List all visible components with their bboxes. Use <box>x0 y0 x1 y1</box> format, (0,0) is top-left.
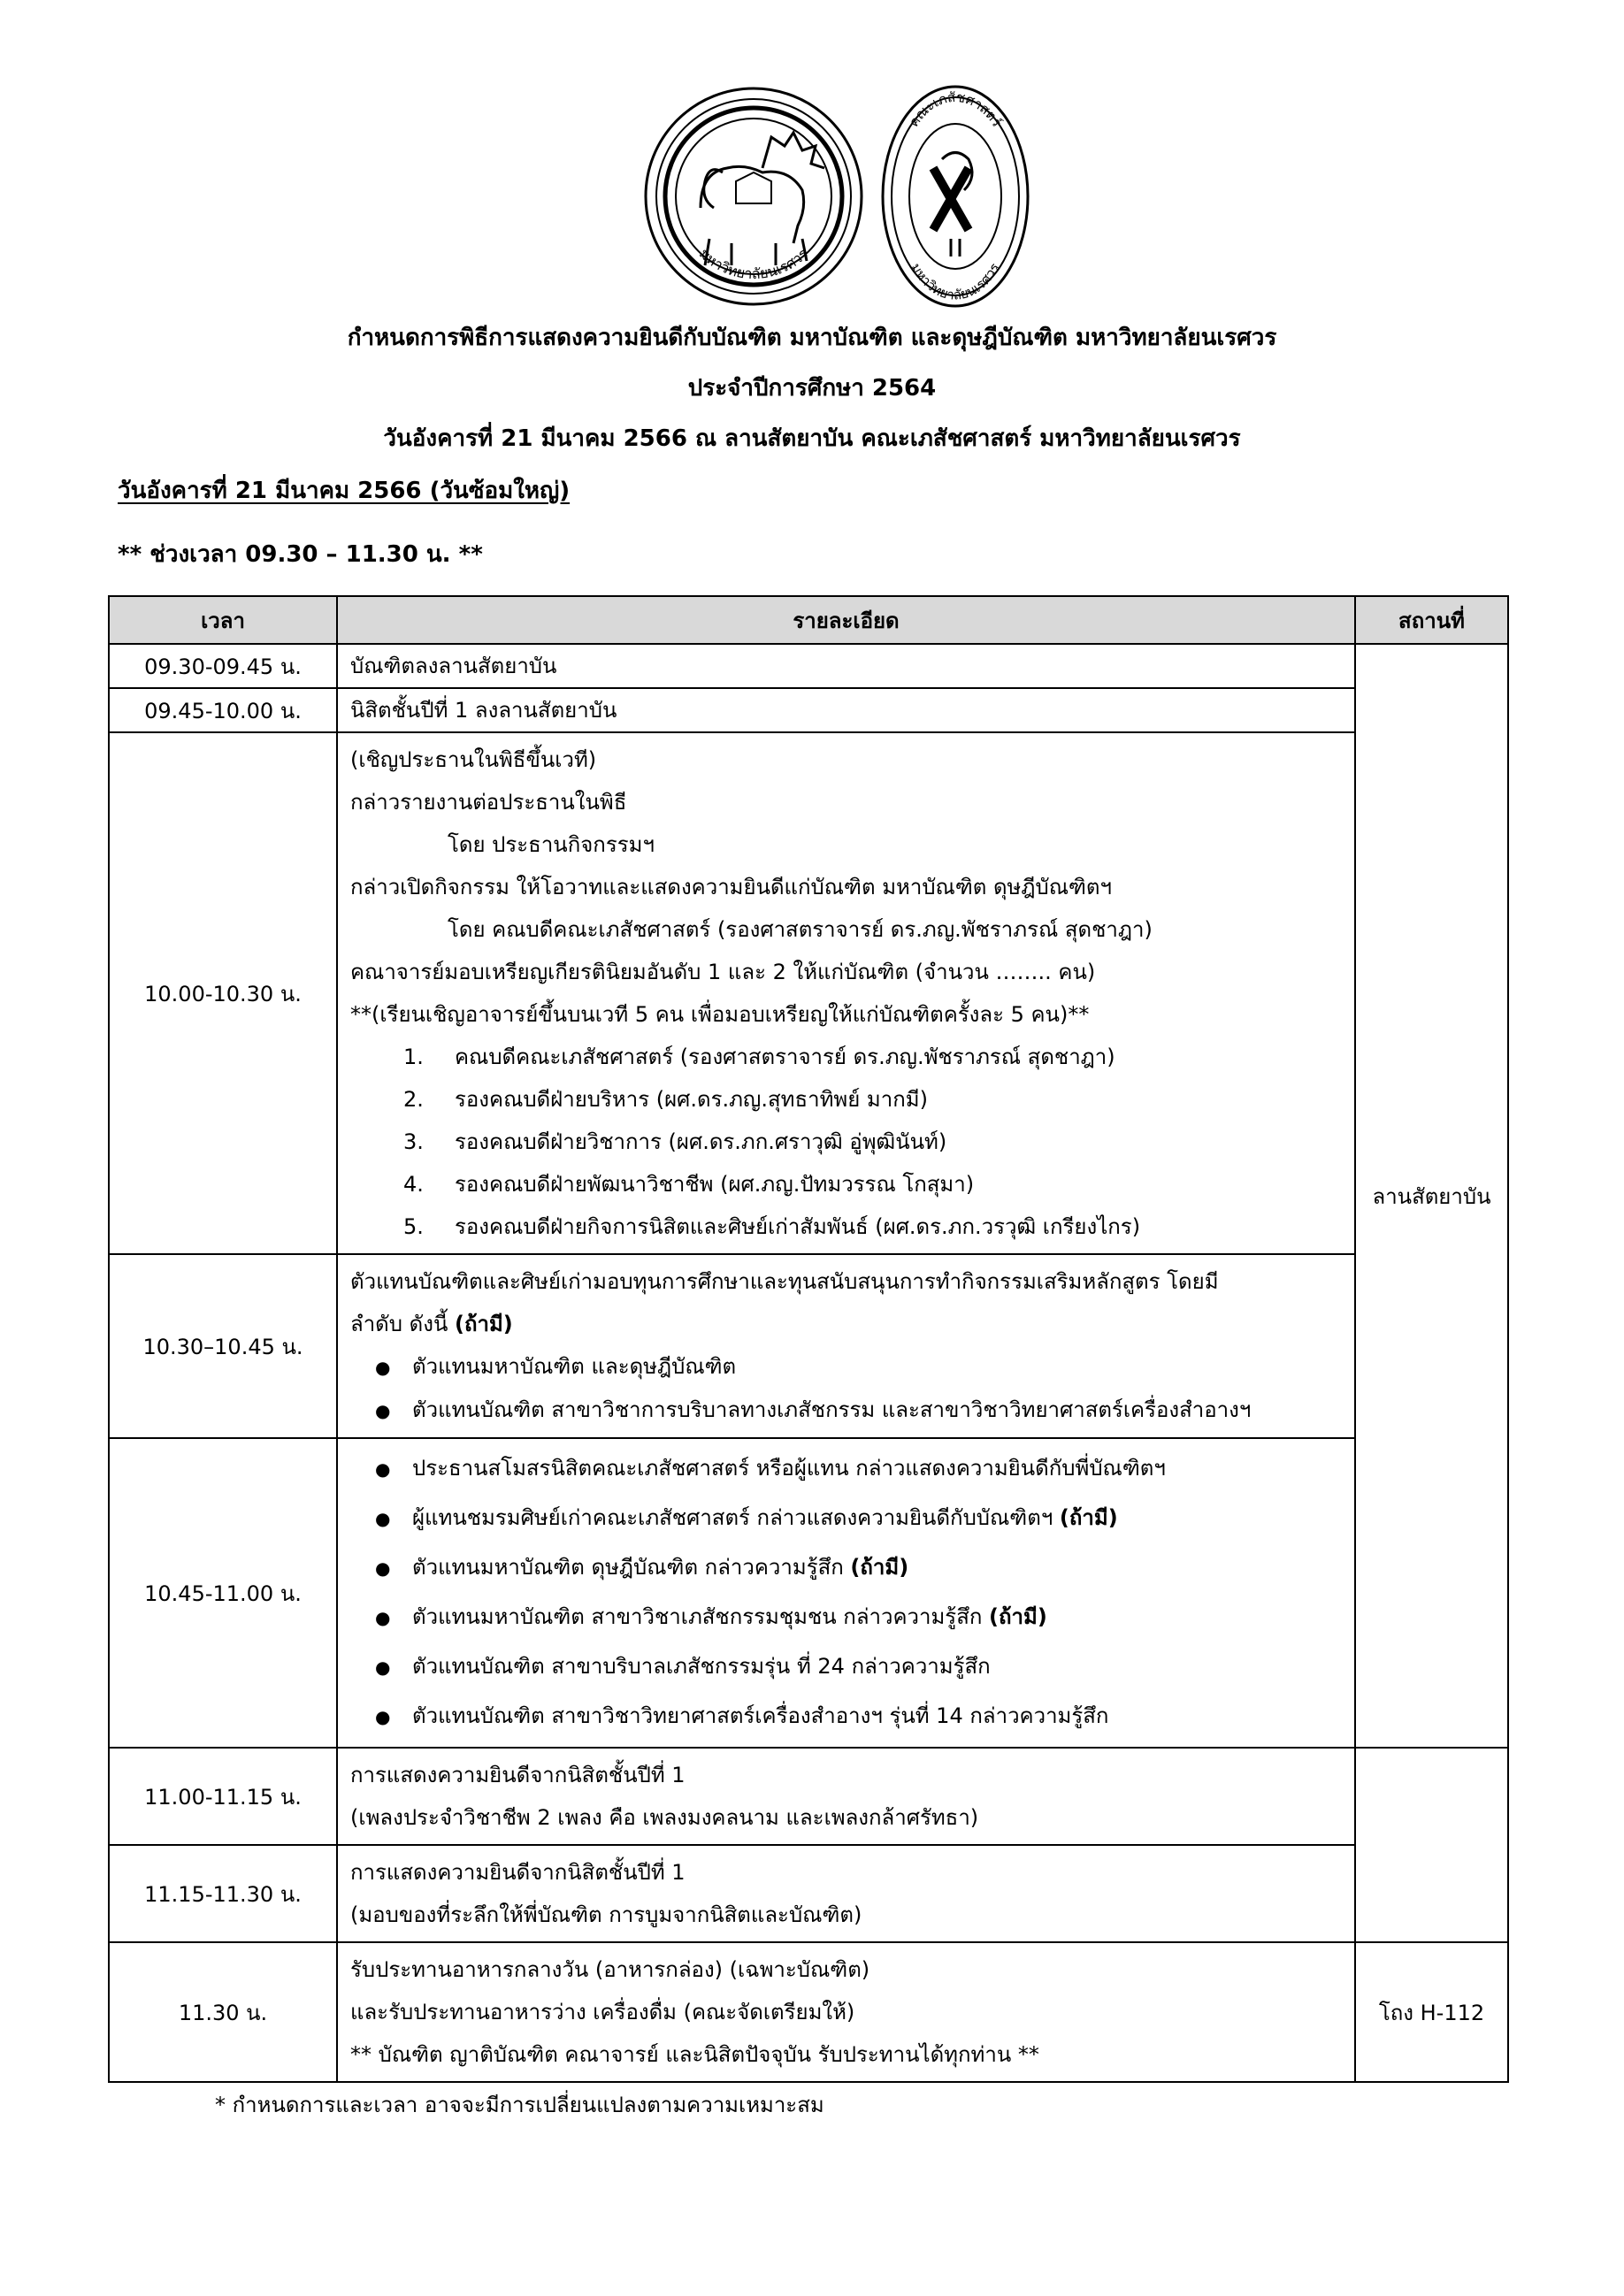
detail-line: และรับประทานอาหารว่าง เครื่องดื่ม (คณะจัดเตรียมให้) <box>350 2000 855 2024</box>
bullet-item: ● ตัวแทนบัณฑิต สาขาวิชาวิทยาศาสตร์เครื่องสำอางฯ รุ่นที่ 14 กล่าวความรู้สึก <box>375 1703 1109 1728</box>
detail-cell <box>337 1845 1355 1942</box>
detail-line: รับประทานอาหารกลางวัน (อาหารกล่อง) (เฉพาะบัณฑิต) <box>350 1957 870 1982</box>
table-row <box>109 1254 1508 1438</box>
place-cell: โถง H-112 <box>1355 1942 1508 2082</box>
bullet-item: ● ตัวแทนบัณฑิต สาขาบริบาลเภสัชกรรมรุ่น ที่ 24 กล่าวความรู้สึก <box>375 1654 991 1679</box>
table-row <box>109 1438 1508 1748</box>
header-time: เวลา <box>109 596 337 644</box>
time-cell: 11.30 น. <box>109 1942 337 2082</box>
left-seal-text: มหาวิทยาลัยนเรศวร <box>695 245 812 283</box>
academic-year: ประจำปีการศึกษา 2564 <box>687 375 937 402</box>
numbered-item: 2. รองคณบดีฝ่ายบริหาร (ผศ.ดร.ภญ.สุทธาทิพย์ มากมี) <box>403 1087 928 1112</box>
numbered-item: 4. รองคณบดีฝ่ายพัฒนาวิชาชีพ (ผศ.ภญ.ปัทมวรรณ โกสุมา) <box>403 1172 975 1197</box>
detail-line: ลำดับ ดังนี้ (ถ้ามี) <box>350 1312 513 1336</box>
time-cell: 09.45-10.00 น. <box>109 688 337 732</box>
detail-line: ตัวแทนบัณฑิตและศิษย์เก่ามอบทุนการศึกษาและทุนสนับสนุนการทำกิจกรรมเสริมหลักสูตร โดยมี <box>350 1269 1219 1294</box>
detail-line: **(เรียนเชิญอาจารย์ขึ้นบนเวที 5 คน เพื่อมอบเหรียญให้แก่บัณฑิตครั้งละ 5 คน)** <box>350 1002 1090 1027</box>
rehearsal-date-heading: วันอังคารที่ 21 มีนาคม 2566 (วันซ้อมใหญ่) <box>118 478 571 504</box>
detail-line: การแสดงความยินดีจากนิสิตชั้นปีที่ 1 <box>350 1860 686 1885</box>
time-cell: 10.45-11.00 น. <box>109 1438 337 1748</box>
bullet-item: ● ประธานสโมสรนิสิตคณะเภสัชศาสตร์ หรือผู้แทน กล่าวแสดงความยินดีกับพี่บัณฑิตฯ <box>375 1456 1166 1481</box>
numbered-item: 3. รองคณบดีฝ่ายวิชาการ (ผศ.ดร.ภก.ศราวุฒิ อู่พุฒินันท์) <box>403 1129 947 1154</box>
bullet-item: ● ตัวแทนมหาบัณฑิต ดุษฎีบัณฑิต กล่าวความรู้สึก (ถ้ามี) <box>375 1555 909 1580</box>
bullet-item: ● ตัวแทนบัณฑิต สาขาวิชาการบริบาลทางเภสัชกรรม และสาขาวิชาวิทยาศาสตร์เครื่องสำอางฯ <box>375 1397 1252 1422</box>
detail-cell <box>337 688 1355 732</box>
detail-line: บัณฑิตลงลานสัตยาบัน <box>350 654 557 678</box>
detail-cell <box>337 1942 1355 2082</box>
detail-line: (มอบของที่ระลึกให้พี่บัณฑิต การบูมจากนิสิตและบัณฑิต) <box>350 1902 862 1927</box>
detail-line: โดย คณบดีคณะเภสัชศาสตร์ (รองศาสตราจารย์ ดร.ภญ.พัชราภรณ์ สุดชาฎา) <box>448 917 1153 942</box>
numbered-item: 5. รองคณบดีฝ่ายกิจการนิสิตและศิษย์เก่าสัมพันธ์ (ผศ.ดร.ภก.วรวุฒิ เกรียงไกร) <box>403 1214 1141 1239</box>
table-row <box>109 644 1508 688</box>
detail-line: ** บัณฑิต ญาติบัณฑิต คณาจารย์ และนิสิตปัจจุบัน รับประทานได้ทุกท่าน ** <box>350 2042 1039 2067</box>
bullet-item: ● ผู้แทนชมรมศิษย์เก่าคณะเภสัชศาสตร์ กล่าวแสดงความยินดีกับบัณฑิตฯ (ถ้ามี) <box>375 1505 1118 1530</box>
time-range: ** ช่วงเวลา 09.30 – 11.30 น. ** <box>118 541 483 568</box>
detail-cell <box>337 732 1355 1254</box>
detail-line: (เพลงประจำวิชาชีพ 2 เพลง คือ เพลงมงคลนาม และเพลงกล้าศรัทธา) <box>350 1805 979 1830</box>
place-cell: ลานสัตยาบัน <box>1355 644 1508 1748</box>
detail-cell <box>337 1254 1355 1438</box>
time-cell: 09.30-09.45 น. <box>109 644 337 688</box>
schedule-table <box>108 595 1509 2083</box>
table-row <box>109 1942 1508 2082</box>
bullet-item: ● ตัวแทนมหาบัณฑิต สาขาวิชาเภสัชกรรมชุมชน กล่าวความรู้สึก (ถ้ามี) <box>375 1604 1047 1629</box>
detail-line: กล่าวรายงานต่อประธานในพิธี <box>350 790 627 815</box>
table-row <box>109 1748 1508 1845</box>
detail-cell <box>337 1748 1355 1845</box>
time-cell: 10.30–10.45 น. <box>109 1254 337 1438</box>
detail-cell <box>337 1438 1355 1748</box>
logo-area <box>0 84 1624 310</box>
detail-line: โดย ประธานกิจกรรมฯ <box>448 832 655 857</box>
footnote: * กำหนดการและเวลา อาจจะมีการเปลี่ยนแปลงตามความเหมาะสม <box>215 2093 824 2117</box>
document-title: กำหนดการพิธีการแสดงความยินดีกับบัณฑิต มหาบัณฑิต และดุษฎีบัณฑิต มหาวิทยาลัยนเรศวร <box>347 325 1277 351</box>
time-cell: 11.00-11.15 น. <box>109 1748 337 1845</box>
place-cell-empty <box>1355 1748 1508 1942</box>
detail-line: กล่าวเปิดกิจกรรม ให้โอวาทและแสดงความยินดีแก่บัณฑิต มหาบัณฑิต ดุษฎีบัณฑิตฯ <box>350 875 1112 899</box>
header-place: สถานที่ <box>1355 596 1508 644</box>
right-seal-text-bottom: มหาวิทยาลัยนเรศวร <box>908 260 1003 303</box>
time-cell: 10.00-10.30 น. <box>109 732 337 1254</box>
detail-line: การแสดงความยินดีจากนิสิตชั้นปีที่ 1 <box>350 1763 686 1787</box>
bullet-item: ● ตัวแทนมหาบัณฑิต และดุษฎีบัณฑิต <box>375 1354 737 1379</box>
pharmacy-faculty-seal-icon <box>880 84 1030 310</box>
table-row <box>109 688 1508 732</box>
detail-cell <box>337 644 1355 688</box>
detail-line: คณาจารย์มอบเหรียญเกียรตินิยมอันดับ 1 และ 2 ให้แก่บัณฑิต (จำนวน …….. คน) <box>350 960 1096 984</box>
table-row <box>109 1845 1508 1942</box>
event-date-venue: วันอังคารที่ 21 มีนาคม 2566 ณ ลานสัตยาบัน คณะเภสัชศาสตร์ มหาวิทยาลัยนเรศวร <box>383 425 1241 452</box>
right-seal-text-top: คณะเภสัชศาสตร์ <box>905 88 1006 130</box>
header-detail: รายละเอียด <box>337 596 1355 644</box>
detail-line: (เชิญประธานในพิธีขึ้นเวที) <box>350 747 597 772</box>
numbered-item: 1. คณบดีคณะเภสัชศาสตร์ (รองศาสตราจารย์ ดร.ภญ.พัชราภรณ์ สุดชาฎา) <box>403 1045 1115 1069</box>
table-header-row <box>109 596 1508 644</box>
time-cell: 11.15-11.30 น. <box>109 1845 337 1942</box>
table-row <box>109 732 1508 1254</box>
detail-line: นิสิตชั้นปีที่ 1 ลงลานสัตยาบัน <box>350 698 617 723</box>
naresuan-university-seal-icon <box>639 84 869 310</box>
svg-text:มหาวิทยาลัยนเรศวร <box>908 261 1003 303</box>
